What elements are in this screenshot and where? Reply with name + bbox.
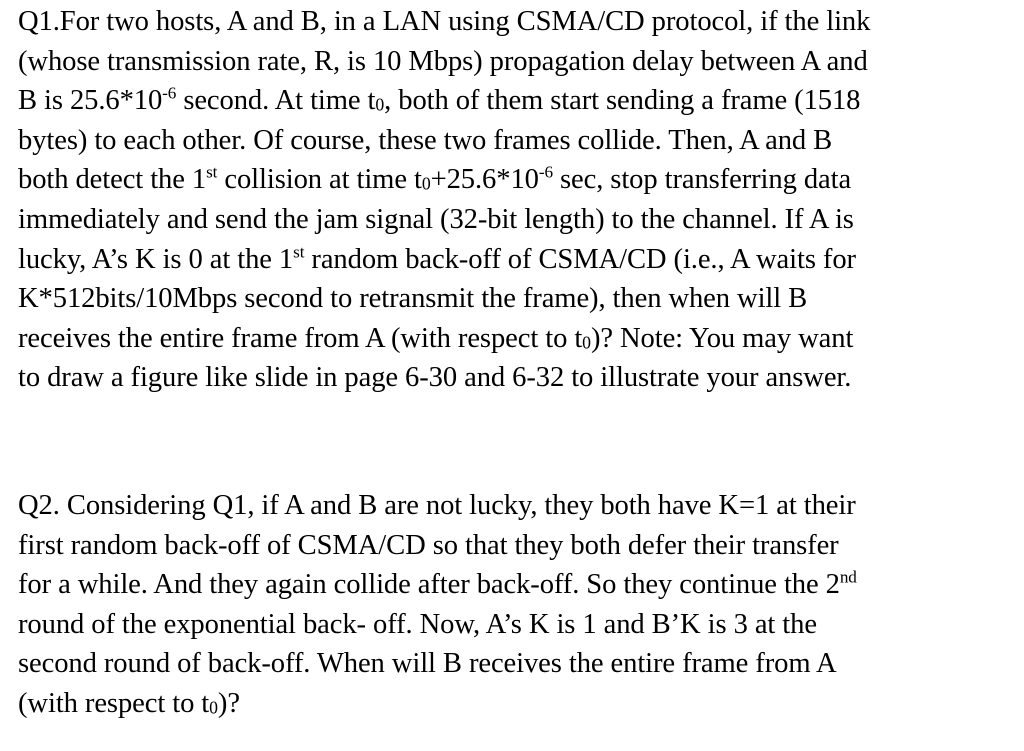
q1-text: )? Note: You may want xyxy=(590,322,854,354)
q1-text: collision at time t xyxy=(217,164,422,196)
superscript: st xyxy=(206,162,218,182)
q1-text: receives the entire frame from A (with respect to t xyxy=(18,322,583,354)
q2-line xyxy=(18,684,857,724)
q1-text: , both of them start sending a frame (1518 xyxy=(384,85,861,117)
superscript: st xyxy=(293,241,305,261)
q1-line: (whose transmission rate, R, is 10 Mbps) propagation delay between A and xyxy=(18,45,868,77)
q2-text: (with respect to t xyxy=(18,687,210,719)
q2-line xyxy=(18,565,857,605)
superscript: -6 xyxy=(538,162,553,182)
q1-text: second. At time t xyxy=(176,85,376,117)
subscript: 0 xyxy=(375,94,385,115)
subscript: 0 xyxy=(421,173,431,194)
question-2 xyxy=(18,486,857,724)
q1-line: immediately and send the jam signal (32-bit length) to the channel. If A is xyxy=(18,203,854,235)
q1-text: lucky, A’s K is 0 at the 1 xyxy=(18,243,294,275)
q1-text: +25.6*10 xyxy=(430,164,539,196)
q1-line xyxy=(18,319,1008,359)
q1-line: bytes) to each other. Of course, these two frames collide. Then, A and B xyxy=(18,124,833,156)
q2-text: )? xyxy=(217,687,240,719)
q1-text: both detect the 1 xyxy=(18,164,207,196)
q2-line: Q2. Considering Q1, if A and B are not lucky, they both have K=1 at their xyxy=(18,490,856,521)
q2-line: first random back-off of CSMA/CD so that they both defer their transfer xyxy=(18,529,839,561)
q1-line: to draw a figure like slide in page 6-30 and 6-32 to illustrate your answer. xyxy=(18,362,852,394)
q2-line: round of the exponential back- off. Now, A’s K is 1 and B’K is 3 at the xyxy=(18,608,817,640)
q1-line xyxy=(18,240,1008,280)
subscript: 0 xyxy=(582,332,591,353)
superscript: nd xyxy=(839,567,857,587)
q1-text: random back-off of CSMA/CD (i.e., A waits for xyxy=(304,243,856,275)
q2-text: for a while. And they again collide after back-off. So they continue the 2 xyxy=(18,569,840,601)
q1-line xyxy=(18,160,1008,200)
q1-text: B is 25.6*10 xyxy=(18,85,163,117)
subscript: 0 xyxy=(209,697,218,718)
q1-line xyxy=(18,81,1008,121)
question-1 xyxy=(18,2,1008,398)
q2-line: second round of back-off. When will B receives the entire frame from A xyxy=(18,648,837,680)
q1-line: Q1.For two hosts, A and B, in a LAN using CSMA/CD protocol, if the link xyxy=(18,6,871,37)
document-body xyxy=(18,2,1008,719)
superscript: -6 xyxy=(162,83,177,103)
q1-text: sec, stop transferring data xyxy=(552,164,852,196)
q1-line: K*512bits/10Mbps second to retransmit the frame), then when will B xyxy=(18,283,808,315)
